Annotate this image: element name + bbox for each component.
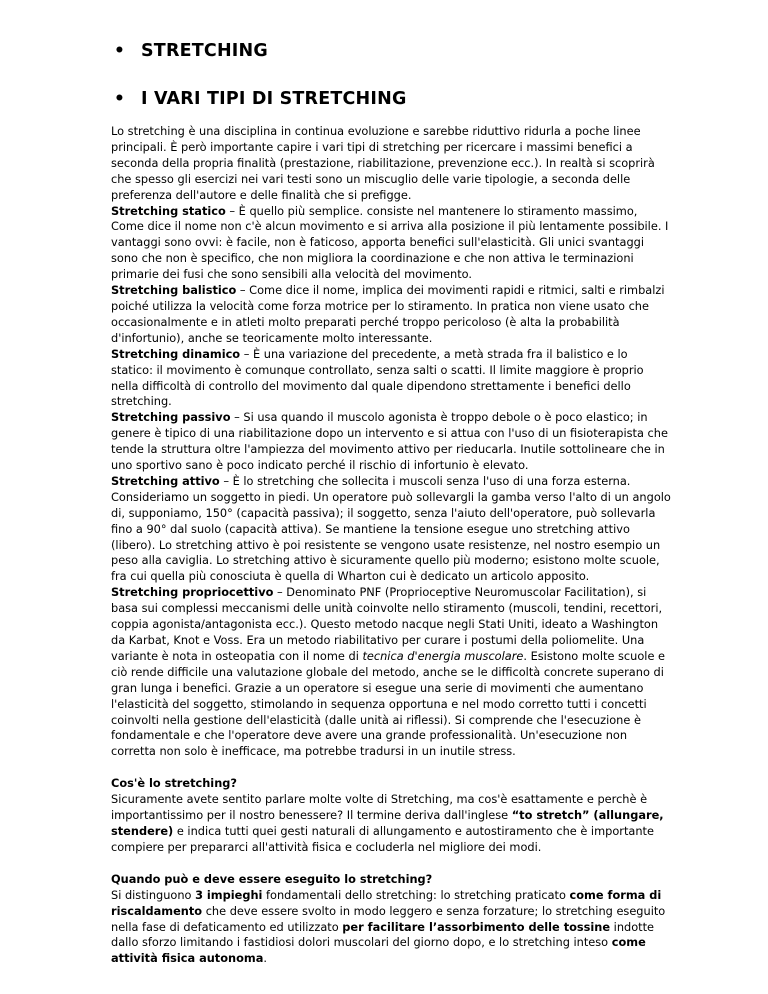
intro-paragraph: Lo stretching è una disciplina in continua evoluzione e sarebbe riduttivo ridurla a poche linee principali. È però importante capire i vari tipi di stretching per ricercare i massimi benefici a seconda della propria finalità (prestazione, riabilitazione, prevenzione ecc.). In realtà si scoprirà che spesso gli esercizi nei vari testi sono un miscuglio delle varie tipologie, a seconda delle preferenza dell'autore e delle finalità che si prefigge. <box>111 124 655 202</box>
type-text: – È una variazione del precedente, a metà strada fra il balistico e lo statico: il movimento è comunque controllato, senza salti o scatti. Il limite maggiore è proprio nella difficoltà di controllo del movimento dal quale dipendono strettamente i benefici dello stretching. <box>111 346 644 409</box>
heading-types: I VARI TIPI DI STRETCHING <box>141 89 407 109</box>
type-title: Stretching attivo <box>111 473 220 488</box>
question-heading: Quando può e deve essere eseguito lo stretching? <box>111 871 433 886</box>
type-title: Stretching passivo <box>111 410 231 425</box>
type-title: Stretching balistico <box>111 283 237 298</box>
bullet-icon: • <box>114 89 126 109</box>
type-text: . Esistono molte scuole e ciò rende difficile una valutazione globale del metodo, anche se le difficoltà concrete superano di gran lunga i benefici. Grazie a un operatore si esegue una serie di movimenti che aumentano l'elasticità del soggetto, stimolando in sequenza opportuna e nel modo corretto tutti i concetti coinvolti nella gestione dell'elasticità (dalle unità ai riflessi). Si comprende che l'esecuzione è fondamentale e che l'operatore deve avere una grande professionalità. Un'esecuzione non corretta non solo è inefficace, ma potrebbe tradursi in un inutile stress. <box>111 648 666 759</box>
answer-paragraph: Si distinguono 3 impieghi fondamentali dello stretching: lo stretching praticato come forma di riscaldamento che deve essere svolto in modo leggero e senza forzature; lo stretching eseguito nella fase di defaticamento ed utilizzato per facilitare l’assorbimento delle tossine indotte dallo sforzo limitando i fastidiosi dolori muscolari del giorno dopo, e lo stretching inteso come attività fisica autonoma. <box>111 887 666 966</box>
answer-paragraph: Sicuramente avete sentito parlare molte volte di Stretching, ma cos'è esattamente e perchè è importantissimo per il nostro benessere? Il termine deriva dall'inglese “to stretch” (allungare, stendere) e indica tutti quei gesti naturali di allungamento e autostiramento che è importante compiere per prepararci all'attività fisica e cocluderla nel migliore dei modi. <box>111 792 664 854</box>
type-title: Stretching propriocettivo <box>111 585 274 600</box>
type-text: – Si usa quando il muscolo agonista è troppo debole o è poco elastico; in genere è tipico di una riabilitazione dopo un intervento e si attua con l'uso di un fisioterapista che tende la struttura oltre l'ampiezza del movimento attivo per rieducarla. Inutile sottolineare che in uno sportivo sano è poco indicato perché il rischio di infortunio è elevato. <box>111 410 668 473</box>
type-paragraph-static <box>111 204 671 284</box>
type-paragraph-proprioceptive <box>111 585 671 760</box>
question-heading: Cos'è lo stretching? <box>111 776 237 791</box>
heading-item <box>114 84 407 114</box>
heading-item <box>114 36 268 66</box>
bullet-icon: • <box>114 41 126 61</box>
type-paragraph-active <box>111 474 671 585</box>
type-paragraph-dynamic <box>111 347 671 411</box>
type-text: – Come dice il nome, implica dei movimenti rapidi e ritmici, salti e rimbalzi poiché utilizza la velocità come forza motrice per lo stiramento. In pratica non viene usato che occasionalmente e in atleti molto preparati perché troppo pericoloso (è alta la probabilità d'infortunio), anche se teoricamente molto interessante. <box>111 283 665 345</box>
italic-term: tecnica d'energia muscolare <box>362 648 524 663</box>
type-title: Stretching statico <box>111 203 226 218</box>
type-text: – È quello più semplice. consiste nel mantenere lo stiramento massimo, Come dice il nome non c'è alcun movimento e si arriva alla posizione il più lentamente possibile. I vantaggi sono ovvi: è facile, non è faticoso, apporta benefici sull'elasticità. Gli unici svantaggi sono che non è specifico, che non migliora la coordinazione e che non attiva le terminazioni primarie dei fusi che sono sensibili alla velocità del movimento. <box>111 203 669 282</box>
type-text: – Denominato PNF (Proprioceptive Neuromuscolar Facilitation), si basa sui complessi meccanismi delle unità coinvolte nello stiramento (muscoli, tendini, recettori, coppia agonista/antagonista ecc.). Questo metodo nacque negli Stati Uniti, ideato a Washington da Karbat, Knot e Voss. Era un metodo riabilitativo per curare i postumi della poliomelite. Una variante è nota in osteopatia con il nome di <box>111 585 663 663</box>
type-paragraph-ballistic <box>111 283 671 347</box>
type-text: – È lo stretching che sollecita i muscoli senza l'uso di una forza esterna. Consideriamo un soggetto in piedi. Un operatore può sollevargli la gamba verso l'alto di un angolo di, supponiamo, 150° (capacità passiva); il soggetto, senza l'aiuto dell'operatore, può sollevarla fino a 90° dal suolo (capacità attiva). Se mantiene la tensione esegue uno stretching attivo (libero). Lo stretching attivo è poi resistente se vengono usate resistenze, nel nostro esempio un peso alla caviglia. Lo stretching attivo è sicuramente quello più moderno; esistono molte scuole, fra cui quella più conosciuta è quella di Wharton cui è dedicato un articolo apposito. <box>111 473 671 584</box>
heading-stretching: STRETCHING <box>141 41 268 61</box>
body-text <box>111 124 671 967</box>
type-title: Stretching dinamico <box>111 346 241 361</box>
type-paragraph-passive <box>111 410 671 474</box>
